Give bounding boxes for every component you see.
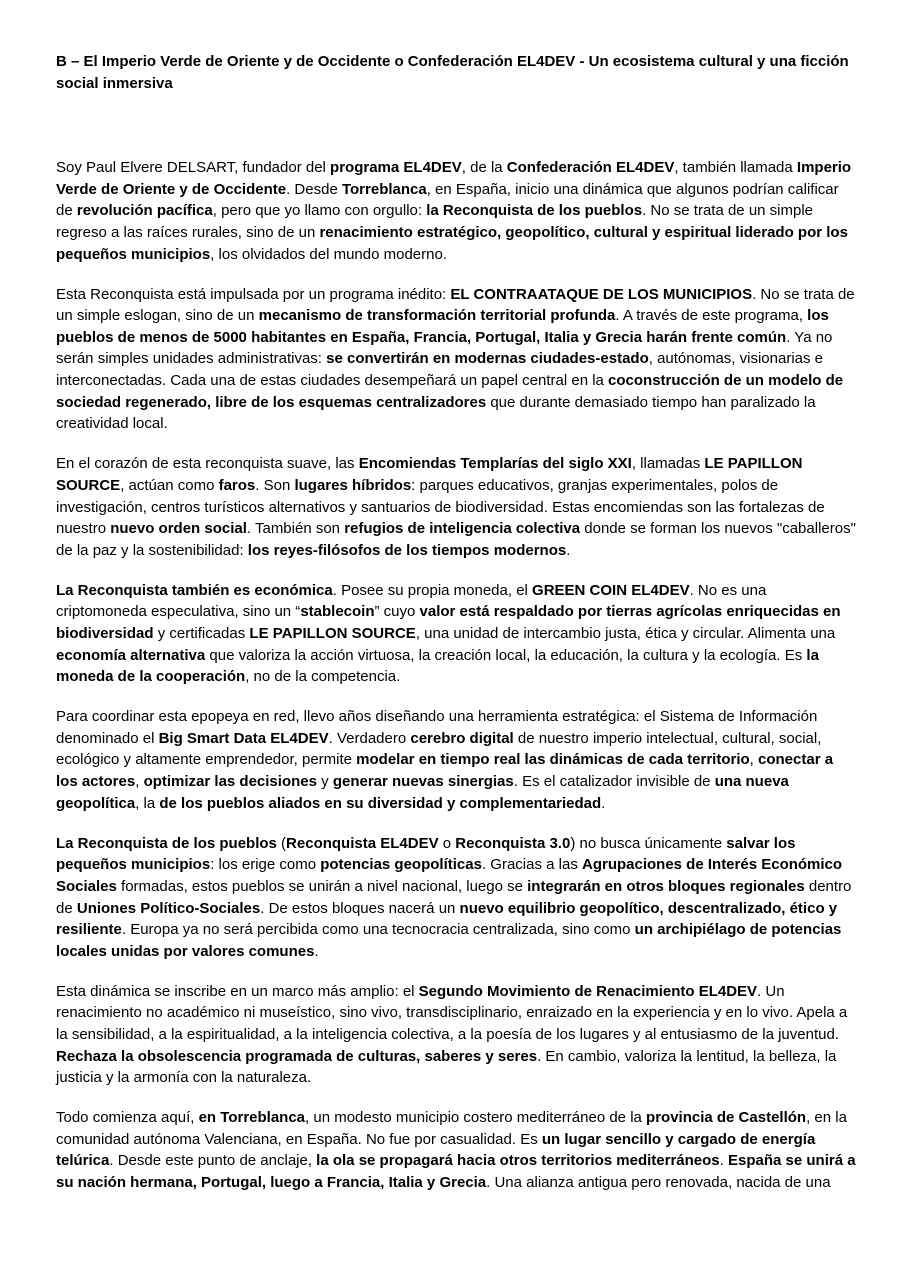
- document-body: [56, 157, 856, 1193]
- paragraph: La Reconquista de los pueblos (Reconquista EL4DEV o Reconquista 3.0) no busca únicamente salvar los pequeños municipios: los erige como potencias geopolíticas. Gracias a las Agrupaciones de Interés Económico Sociales formadas, estos pueblos se unirán a nivel nacional, luego se integrarán en otros bloques regionales dentro de Uniones Político-Sociales. De estos bloques nacerá un nuevo equilibrio geopolítico, descentralizado, ético y resiliente. Europa ya no será percibida como una tecnocracia centralizada, sino como un archipiélago de potencias locales unidas por valores comunes.: [56, 834, 852, 960]
- paragraph: Esta Reconquista está impulsada por un programa inédito: EL CONTRAATAQUE DE LOS MUNICIPIOS. No se trata de un simple eslogan, sino de un mecanismo de transformación territorial profunda. A través de este programa, los pueblos de menos de 5000 habitantes en España, Francia, Portugal, Italia y Grecia harán frente común. Ya no serán simples unidades administrativas: se convertirán en modernas ciudades-estado, autónomas, visionarias e interconectadas. Cada una de estas ciudades desempeñará un papel central en la coconstrucción de un modelo de sociedad regenerado, libre de los esquemas centralizadores que durante demasiado tiempo han paralizado la creatividad local.: [56, 285, 855, 433]
- paragraph: Esta dinámica se inscribe en un marco más amplio: el Segundo Movimiento de Renacimiento EL4DEV. Un renacimiento no académico ni museístico, sino vivo, transdisciplinario, enraizado en la experiencia y en lo vivo. Apela a la sensibilidad, a la espiritualidad, a la inteligencia colectiva, a la poesía de los lugares y al entusiasmo de la juventud. Rechaza la obsolescencia programada de culturas, saberes y seres. En cambio, valoriza la lentitud, la belleza, la justicia y la armonía con la naturaleza.: [56, 982, 848, 1087]
- paragraph: Soy Paul Elvere DELSART, fundador del programa EL4DEV, de la Confederación EL4DEV, también llamada Imperio Verde de Oriente y de Occidente. Desde Torreblanca, en España, inicio una dinámica que algunos podrían calificar de revolución pacífica, pero que yo llamo con orgullo: la Reconquista de los pueblos. No se trata de un simple regreso a las raíces rurales, sino de un renacimiento estratégico, geopolítico, cultural y espiritual liderado por los pequeños municipios, los olvidados del mundo moderno.: [56, 159, 852, 263]
- paragraph: Todo comienza aquí, en Torreblanca, un modesto municipio costero mediterráneo de la provincia de Castellón, en la comunidad autónoma Valenciana, en España. No fue por casualidad. Es un lugar sencillo y cargado de energía telúrica. Desde este punto de anclaje, la ola se propagará hacia otros territorios mediterráneos. España se unirá a su nación hermana, Portugal, luego a Francia, Italia y Grecia. Una alianza antigua pero renovada, nacida de una: [56, 1109, 856, 1192]
- document-title: B – El Imperio Verde de Oriente y de Occidente o Confederación EL4DEV - Un ecosistema cultural y una ficción social inmersiva: [56, 53, 849, 92]
- paragraph: La Reconquista también es económica. Posee su propia moneda, el GREEN COIN EL4DEV. No es una criptomoneda especulativa, sino un “stablecoin” cuyo valor está respaldado por tierras agrícolas enriquecidas en biodiversidad y certificadas LE PAPILLON SOURCE, una unidad de intercambio justa, ética y circular. Alimenta una economía alternativa que valoriza la acción virtuosa, la creación local, la educación, la cultura y la ecología. Es la moneda de la cooperación, no de la competencia.: [56, 581, 841, 686]
- paragraph: Para coordinar esta epopeya en red, llevo años diseñando una herramienta estratégica: el Sistema de Información denominado el Big Smart Data EL4DEV. Verdadero cerebro digital de nuestro imperio intelectual, cultural, social, ecológico y altamente emprendedor, permite modelar en tiempo real las dinámicas de cada territorio, conectar a los actores, optimizar las decisiones y generar nuevas sinergias. Es el catalizador invisible de una nueva geopolítica, la de los pueblos aliados en su diversidad y complementariedad.: [56, 708, 834, 812]
- paragraph: En el corazón de esta reconquista suave, las Encomiendas Templarías del siglo XXI, llamadas LE PAPILLON SOURCE, actúan como faros. Son lugares híbridos: parques educativos, granjas experimentales, polos de investigación, centros turísticos alternativos y santuarios de biodiversidad. Estas encomiendas son las fortalezas de nuestro nuevo orden social. También son refugios de inteligencia colectiva donde se forman los nuevos "caballeros" de la paz y la sostenibilidad: los reyes-filósofos de los tiempos modernos.: [56, 455, 856, 559]
- document-content: [56, 51, 856, 1212]
